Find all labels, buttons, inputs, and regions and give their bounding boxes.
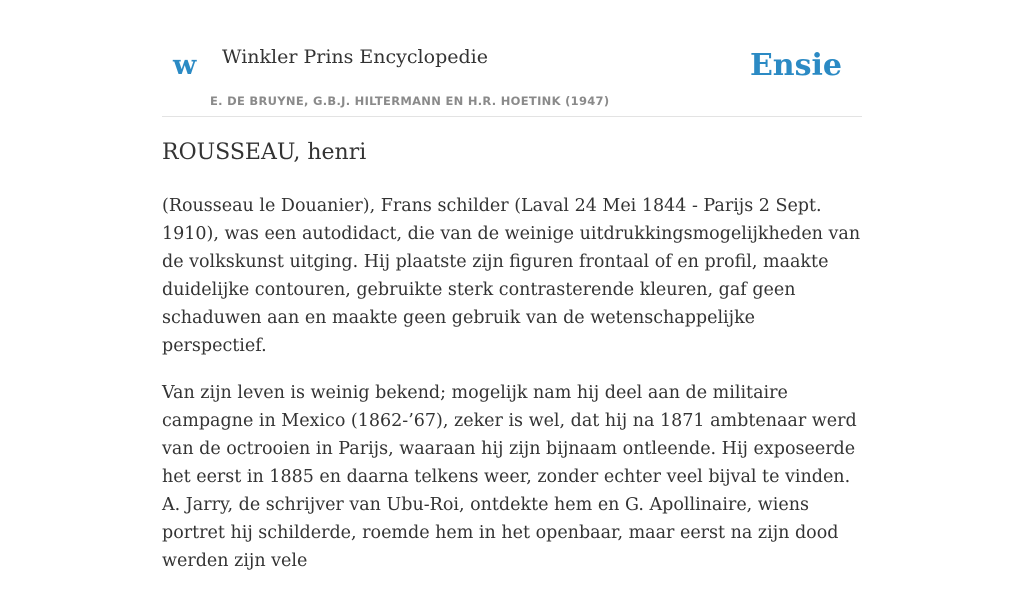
publication-authors: E. DE BRUYNE, G.B.J. HILTERMANN EN H.R. HOETINK (1947) — [210, 94, 610, 108]
ensie-brand-link[interactable]: Ensie — [749, 48, 842, 83]
entry-paragraph-2: Van zijn leven is weinig bekend; mogelijk nam hij deel aan de militaire campagne in Mexico (1862-’67), zeker is wel, dat hij na 1871 ambtenaar werd van de octrooien in Parijs, waaraan hij zijn bijnaam ontleende. Hij exposeerde het eerst in 1885 en daarna telkens weer, zonder echter veel bijval te vinden. A. Jarry, de schrijver van Ubu-Roi, ontdekte hem en G. Apollinaire, wiens portret hij schilderde, roemde hem in het openbaar, maar eerst na zijn dood werden zijn vele — [162, 383, 857, 571]
entry-paragraph-1: (Rousseau le Douanier), Frans schilder (Laval 24 Mei 1844 - Parijs 2 Sept. 1910), was een autodidact, die van de weinige uitdrukkingsmogelijkheden van de volkskunst uitging. Hij plaatste zijn figuren frontaal of en profil, maakte duidelijke contouren, gebruikte sterk contrasterende kleuren, gaf geen schaduwen aan en maakte geen gebruik van de wetenschappelijke perspectief. — [162, 196, 861, 356]
content-container — [162, 0, 862, 571]
source-header — [162, 0, 862, 117]
entry-body — [162, 192, 862, 594]
entry-title: ROUSSEAU, henri — [162, 140, 367, 165]
publication-title[interactable]: Winkler Prins Encyclopedie — [222, 46, 488, 68]
winkler-prins-logo[interactable]: w — [173, 50, 197, 81]
